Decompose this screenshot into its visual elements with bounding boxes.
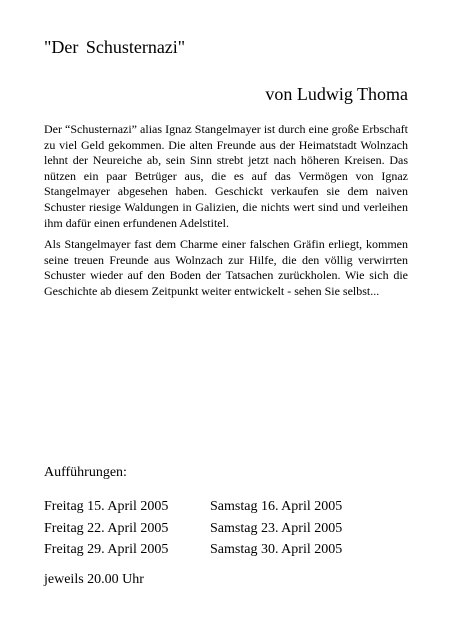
synopsis-paragraph: Der “Schusternazi” alias Ignaz Stangelmayer ist durch eine große Erbschaft zu viel Geld gekommen. Die alten Freunde aus der Heimatstadt Wolnzach lehnt der Neureiche ab, sein Sinn strebt jetzt nach höheren Kreisen. Das nützen ein paar Betrüger aus, die es auf das Vermögen von Ignaz Stangelmayer abgesehen haben. Geschickt verkaufen sie dem naiven Schuster riesige Waldungen in Galizien, die nichts wert sind und verleihen ihm dafür einen erfundenen Adelstitel. [44, 122, 408, 230]
performance-date: Samstag 23. April 2005 [210, 520, 343, 536]
document-title: "Der Schusternazi" [44, 37, 186, 57]
performances-label: Aufführungen: [44, 465, 127, 480]
synopsis [44, 122, 408, 306]
date-row [44, 496, 342, 518]
performance-date: Freitag 22. April 2005 [44, 520, 169, 536]
date-row [44, 518, 342, 540]
performance-date: Freitag 15. April 2005 [44, 499, 169, 514]
document-author: von Ludwig Thoma [265, 84, 408, 104]
performance-date: Freitag 29. April 2005 [44, 542, 169, 557]
performance-date: Samstag 16. April 2005 [210, 499, 343, 514]
performance-dates [44, 496, 342, 561]
performance-time: jeweils 20.00 Uhr [44, 572, 144, 587]
synopsis-paragraph: Als Stangelmayer fast dem Charme einer falschen Gräfin erliegt, kommen seine treuen Freunde aus Wolnzach zur Hilfe, die den völlig verwirrten Schuster wieder auf den Boden der Tatsachen zurückholen. Wie sich die Geschichte ab diesem Zeitpunkt weiter entwickelt - sehen Sie selbst... [44, 237, 408, 298]
performance-date: Samstag 30. April 2005 [210, 542, 343, 557]
date-row [44, 539, 342, 561]
